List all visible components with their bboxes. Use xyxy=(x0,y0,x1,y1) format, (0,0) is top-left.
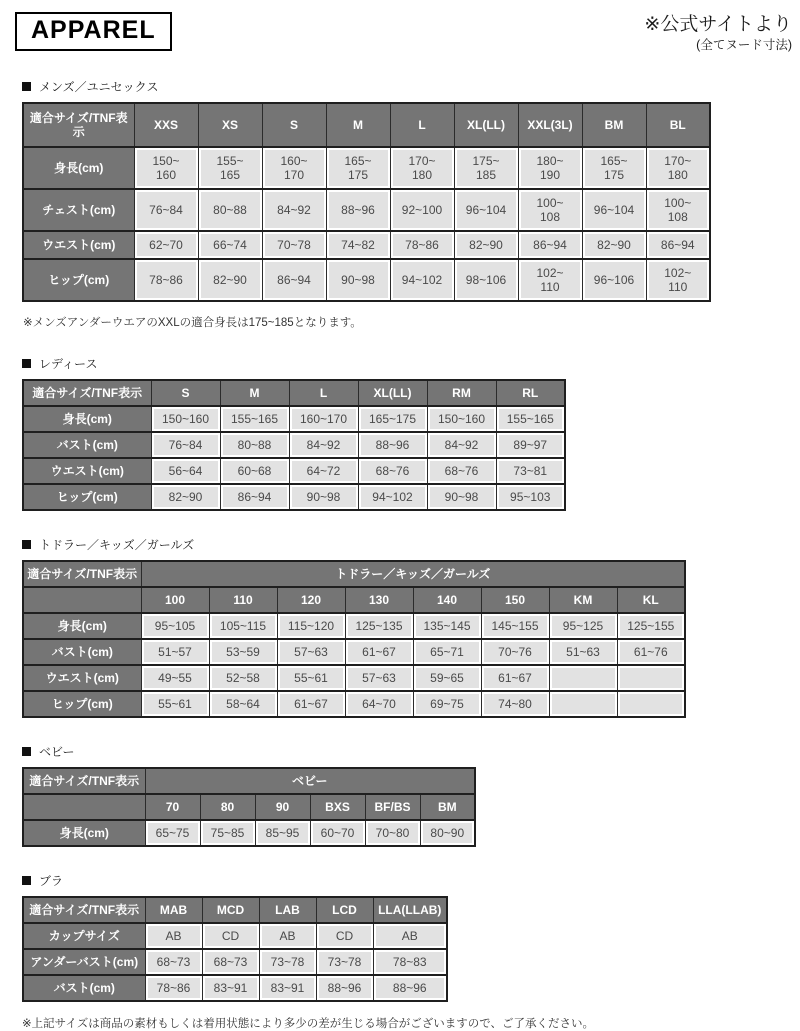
section-bullet-icon xyxy=(22,540,31,549)
ladies-section-heading xyxy=(22,355,800,372)
corner-header-cell: 適合サイズ/TNF表示 xyxy=(23,768,145,794)
mens-section xyxy=(22,78,800,330)
size-value-cell: 68~73 xyxy=(202,949,259,975)
size-value-cell: 70~76 xyxy=(481,639,549,665)
size-value-cell: 84~92 xyxy=(262,189,326,231)
row-label: バスト(cm) xyxy=(23,975,145,1001)
row-label: ウエスト(cm) xyxy=(23,231,134,259)
size-value-cell: 88~96 xyxy=(316,975,373,1001)
size-value-cell: 74~82 xyxy=(326,231,390,259)
size-value-cell: 125~155 xyxy=(617,613,685,639)
size-value-cell: 73~78 xyxy=(259,949,316,975)
kids-size-table xyxy=(22,560,686,718)
size-value-cell: 86~94 xyxy=(262,259,326,301)
mens-table-note: ※メンズアンダーウエアのXXLの適合身長は175~185となります。 xyxy=(23,317,362,330)
tables-area xyxy=(15,78,800,1002)
column-header: L xyxy=(390,103,454,147)
size-value-cell: 170~ 180 xyxy=(390,147,454,189)
size-value-cell: 170~ 180 xyxy=(646,147,710,189)
size-value-cell: 56~64 xyxy=(151,458,220,484)
size-value-cell: 94~102 xyxy=(358,484,427,510)
table-row xyxy=(23,820,475,846)
column-header: 120 xyxy=(277,587,345,613)
column-header: XXS xyxy=(134,103,198,147)
size-value-cell: 83~91 xyxy=(259,975,316,1001)
size-value-cell: 150~ 160 xyxy=(134,147,198,189)
table-row xyxy=(23,432,565,458)
row-label: 身長(cm) xyxy=(23,820,145,846)
table-row xyxy=(23,949,447,975)
size-value-cell: 53~59 xyxy=(209,639,277,665)
size-value-cell: 92~100 xyxy=(390,189,454,231)
row-label: 身長(cm) xyxy=(23,613,141,639)
size-value-cell: 95~125 xyxy=(549,613,617,639)
size-value-cell: 51~63 xyxy=(549,639,617,665)
mens-section-heading xyxy=(22,78,800,95)
size-value-cell: 160~170 xyxy=(289,406,358,432)
size-value-cell: AB xyxy=(145,923,202,949)
row-label: カップサイズ xyxy=(23,923,145,949)
section-heading-text: トドラー／キッズ／ガールズ xyxy=(39,538,195,553)
size-value-cell: 145~155 xyxy=(481,613,549,639)
size-value-cell: 165~ 175 xyxy=(326,147,390,189)
size-value-cell: 82~90 xyxy=(151,484,220,510)
section-bullet-icon xyxy=(22,359,31,368)
size-value-cell: 61~67 xyxy=(345,639,413,665)
column-header: KL xyxy=(617,587,685,613)
page-title-text: APPAREL xyxy=(31,16,156,44)
column-group-header: トドラー／キッズ／ガールズ xyxy=(141,561,685,587)
size-value-cell: 100~ 108 xyxy=(646,189,710,231)
column-header: BF/BS xyxy=(365,794,420,820)
table-row xyxy=(23,691,685,717)
size-value-cell: 165~ 175 xyxy=(582,147,646,189)
corner-header-cell: 適合サイズ/TNF表示 xyxy=(23,897,145,923)
corner-header-empty-cell xyxy=(23,794,145,820)
size-value-cell: 135~145 xyxy=(413,613,481,639)
size-value-cell: 76~84 xyxy=(151,432,220,458)
column-header: KM xyxy=(549,587,617,613)
size-value-cell: AB xyxy=(373,923,447,949)
column-header: BXS xyxy=(310,794,365,820)
size-value-cell: 180~ 190 xyxy=(518,147,582,189)
size-value-cell: 88~96 xyxy=(373,975,447,1001)
column-header: LCD xyxy=(316,897,373,923)
size-value-cell: 86~94 xyxy=(220,484,289,510)
table-row xyxy=(23,147,710,189)
size-value-cell: 98~106 xyxy=(454,259,518,301)
size-value-cell: 66~74 xyxy=(198,231,262,259)
corner-header-cell: 適合サイズ/TNF表示 xyxy=(23,103,134,147)
column-header: MCD xyxy=(202,897,259,923)
size-value-cell: 70~80 xyxy=(365,820,420,846)
size-value-cell: 90~98 xyxy=(427,484,496,510)
column-header: M xyxy=(220,380,289,406)
column-header: L xyxy=(289,380,358,406)
size-value-cell: 150~160 xyxy=(151,406,220,432)
size-value-cell: 78~86 xyxy=(145,975,202,1001)
size-value-cell: CD xyxy=(316,923,373,949)
size-value-cell: 76~84 xyxy=(134,189,198,231)
size-value-cell: 150~160 xyxy=(427,406,496,432)
column-header: 110 xyxy=(209,587,277,613)
size-value-cell: 175~ 185 xyxy=(454,147,518,189)
column-header: BM xyxy=(420,794,475,820)
size-value-cell: 84~92 xyxy=(427,432,496,458)
bra-section-heading xyxy=(22,872,800,889)
table-row xyxy=(23,189,710,231)
size-value-cell: 70~78 xyxy=(262,231,326,259)
size-value-cell: 82~90 xyxy=(454,231,518,259)
page-header xyxy=(15,12,800,53)
row-label: ヒップ(cm) xyxy=(23,259,134,301)
table-row xyxy=(23,231,710,259)
page-title xyxy=(15,12,172,51)
size-value-cell: 88~96 xyxy=(326,189,390,231)
row-label: チェスト(cm) xyxy=(23,189,134,231)
column-group-header: ベビー xyxy=(145,768,475,794)
kids-section xyxy=(22,536,800,718)
size-value-cell: 64~72 xyxy=(289,458,358,484)
column-header: 70 xyxy=(145,794,200,820)
size-value-cell: 100~ 108 xyxy=(518,189,582,231)
size-value-cell: 75~85 xyxy=(200,820,255,846)
section-bullet-icon xyxy=(22,747,31,756)
size-value-cell: 49~55 xyxy=(141,665,209,691)
size-value-cell: 90~98 xyxy=(326,259,390,301)
table-row xyxy=(23,665,685,691)
source-note xyxy=(644,12,792,53)
column-header: XS xyxy=(198,103,262,147)
table-row xyxy=(23,613,685,639)
size-value-cell: 155~165 xyxy=(496,406,565,432)
column-header: 150 xyxy=(481,587,549,613)
size-value-cell: 96~104 xyxy=(582,189,646,231)
size-value-cell: 102~ 110 xyxy=(646,259,710,301)
size-value-cell: 95~105 xyxy=(141,613,209,639)
size-value-cell: 80~88 xyxy=(220,432,289,458)
corner-header-empty-cell xyxy=(23,587,141,613)
column-header: 140 xyxy=(413,587,481,613)
column-header: BM xyxy=(582,103,646,147)
section-heading-text: メンズ／ユニセックス xyxy=(39,80,159,95)
section-bullet-icon xyxy=(22,82,31,91)
size-value-cell: 78~83 xyxy=(373,949,447,975)
table-row xyxy=(23,975,447,1001)
size-value-cell: 68~76 xyxy=(427,458,496,484)
size-value-cell: 69~75 xyxy=(413,691,481,717)
ladies-section xyxy=(22,355,800,511)
size-value-cell: 60~68 xyxy=(220,458,289,484)
size-value-cell: 74~80 xyxy=(481,691,549,717)
size-value-cell: 78~86 xyxy=(390,231,454,259)
size-value-cell: 57~63 xyxy=(345,665,413,691)
size-value-cell: AB xyxy=(259,923,316,949)
row-label: 身長(cm) xyxy=(23,147,134,189)
row-label: ヒップ(cm) xyxy=(23,691,141,717)
size-value-cell: 78~86 xyxy=(134,259,198,301)
size-value-cell: 61~76 xyxy=(617,639,685,665)
column-header: LLA(LLAB) xyxy=(373,897,447,923)
baby-section xyxy=(22,743,800,847)
mens-size-table xyxy=(22,102,711,302)
column-header: 80 xyxy=(200,794,255,820)
size-value-cell: 73~81 xyxy=(496,458,565,484)
size-value-cell: 102~ 110 xyxy=(518,259,582,301)
size-value-cell: CD xyxy=(202,923,259,949)
source-note-line2: (全てヌード寸法) xyxy=(696,37,792,52)
size-value-cell: 155~ 165 xyxy=(198,147,262,189)
source-note-line1: ※公式サイトより xyxy=(644,14,792,35)
table-row xyxy=(23,259,710,301)
bra-size-table xyxy=(22,896,448,1002)
size-value-cell: 80~90 xyxy=(420,820,475,846)
size-value-cell: 155~165 xyxy=(220,406,289,432)
size-value-cell: 51~57 xyxy=(141,639,209,665)
column-header: BL xyxy=(646,103,710,147)
size-value-cell: 86~94 xyxy=(518,231,582,259)
column-header: RL xyxy=(496,380,565,406)
section-heading-text: ベビー xyxy=(39,745,75,760)
size-value-cell: 96~106 xyxy=(582,259,646,301)
size-value-cell: 65~75 xyxy=(145,820,200,846)
bra-section xyxy=(22,872,800,1002)
column-header: M xyxy=(326,103,390,147)
footer-note: ※上記サイズは商品の素材もしくは着用状態により多少の差が生じる場合がございますので、ご了承ください。 xyxy=(22,1018,594,1031)
size-value-cell: 95~103 xyxy=(496,484,565,510)
row-label: アンダーバスト(cm) xyxy=(23,949,145,975)
baby-size-table xyxy=(22,767,476,847)
size-value-cell: 68~73 xyxy=(145,949,202,975)
column-header: 90 xyxy=(255,794,310,820)
section-heading-text: レディース xyxy=(39,357,98,372)
size-value-cell: 68~76 xyxy=(358,458,427,484)
table-row xyxy=(23,639,685,665)
size-value-cell: 73~78 xyxy=(316,949,373,975)
row-label: 身長(cm) xyxy=(23,406,151,432)
size-value-cell: 160~ 170 xyxy=(262,147,326,189)
table-row xyxy=(23,458,565,484)
column-header: XL(LL) xyxy=(358,380,427,406)
table-row xyxy=(23,484,565,510)
size-value-cell: 83~91 xyxy=(202,975,259,1001)
corner-header-cell: 適合サイズ/TNF表示 xyxy=(23,561,141,587)
size-value-cell: 85~95 xyxy=(255,820,310,846)
size-value-cell: 88~96 xyxy=(358,432,427,458)
column-header: 130 xyxy=(345,587,413,613)
size-value-cell: 55~61 xyxy=(141,691,209,717)
size-value-cell: 125~135 xyxy=(345,613,413,639)
column-header: RM xyxy=(427,380,496,406)
column-header: S xyxy=(262,103,326,147)
size-value-cell: 61~67 xyxy=(277,691,345,717)
column-header: XXL(3L) xyxy=(518,103,582,147)
baby-section-heading xyxy=(22,743,800,760)
row-label: ヒップ(cm) xyxy=(23,484,151,510)
section-bullet-icon xyxy=(22,876,31,885)
table-row xyxy=(23,406,565,432)
row-label: バスト(cm) xyxy=(23,432,151,458)
size-value-cell: 82~90 xyxy=(582,231,646,259)
corner-header-cell: 適合サイズ/TNF表示 xyxy=(23,380,151,406)
kids-section-heading xyxy=(22,536,800,553)
row-label: ウエスト(cm) xyxy=(23,665,141,691)
section-heading-text: ブラ xyxy=(39,874,64,889)
column-header: S xyxy=(151,380,220,406)
size-value-cell: 84~92 xyxy=(289,432,358,458)
size-value-cell: 90~98 xyxy=(289,484,358,510)
size-value-cell: 115~120 xyxy=(277,613,345,639)
row-label: バスト(cm) xyxy=(23,639,141,665)
column-header: 100 xyxy=(141,587,209,613)
size-value-cell xyxy=(617,665,685,691)
column-header: LAB xyxy=(259,897,316,923)
size-value-cell: 61~67 xyxy=(481,665,549,691)
size-value-cell: 52~58 xyxy=(209,665,277,691)
size-value-cell xyxy=(617,691,685,717)
size-value-cell: 86~94 xyxy=(646,231,710,259)
size-value-cell: 65~71 xyxy=(413,639,481,665)
size-value-cell: 80~88 xyxy=(198,189,262,231)
size-value-cell: 62~70 xyxy=(134,231,198,259)
size-value-cell: 105~115 xyxy=(209,613,277,639)
size-value-cell: 64~70 xyxy=(345,691,413,717)
size-value-cell: 165~175 xyxy=(358,406,427,432)
row-label: ウエスト(cm) xyxy=(23,458,151,484)
size-value-cell: 96~104 xyxy=(454,189,518,231)
size-value-cell xyxy=(549,665,617,691)
size-value-cell: 94~102 xyxy=(390,259,454,301)
size-value-cell xyxy=(549,691,617,717)
size-value-cell: 58~64 xyxy=(209,691,277,717)
column-header: XL(LL) xyxy=(454,103,518,147)
table-row xyxy=(23,923,447,949)
size-value-cell: 82~90 xyxy=(198,259,262,301)
size-value-cell: 89~97 xyxy=(496,432,565,458)
size-value-cell: 57~63 xyxy=(277,639,345,665)
size-value-cell: 55~61 xyxy=(277,665,345,691)
size-value-cell: 59~65 xyxy=(413,665,481,691)
size-value-cell: 60~70 xyxy=(310,820,365,846)
column-header: MAB xyxy=(145,897,202,923)
ladies-size-table xyxy=(22,379,566,511)
